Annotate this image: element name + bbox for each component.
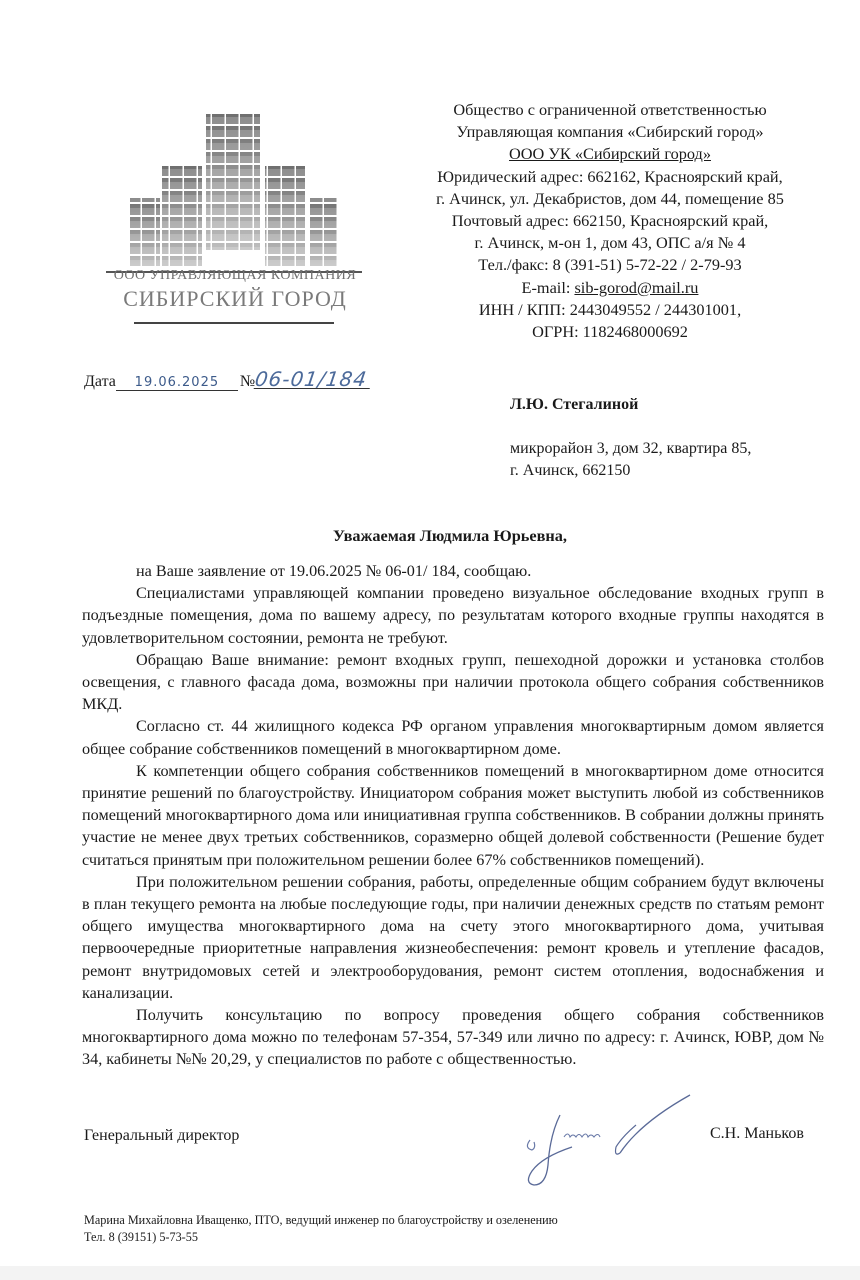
company-logo	[100, 100, 370, 340]
email-link[interactable]: sib-gorod@mail.ru	[574, 277, 699, 297]
signatory-name: С.Н. Маньков	[710, 1125, 804, 1142]
date-label: Дата	[84, 373, 116, 390]
executor-phone: Тел. 8 (39151) 5-73-55	[84, 1230, 198, 1244]
phone-fax: Тел./факс: 8 (391-51) 5-72-22 / 2-79-93	[478, 255, 742, 275]
paragraph: Обращаю Ваше внимание: ремонт входных групп, пешеходной дорожки и установка столбов освещения, с главного фасада дома, возможны при наличии протокола общего собрания собственников МКД.	[82, 650, 824, 714]
date-stamp: 19.06.2025	[116, 375, 238, 391]
email-row	[400, 277, 820, 299]
logo-caption-line2: СИБИРСКИЙ ГОРОД	[123, 286, 347, 311]
legal-address-line1: Юридический адрес: 662162, Красноярский край,	[437, 166, 783, 186]
ogrn: ОГРН: 1182468000692	[532, 322, 688, 342]
paragraph: Получить консультацию по вопросу проведения общего собрания собственников многоквартирного дома можно по телефонам 57-354, 57-349 или лично по адресу: г. Ачинск, ЮВР, дом № 34, кабинеты №№ 20,29, у специалистов по работе с общественностью.	[82, 1006, 824, 1069]
outgoing-number-handwritten: 06-01/184	[254, 370, 373, 389]
paragraph-intro: на Ваше заявление от 19.06.2025 № 06-01/ 184, сообщаю.	[136, 562, 532, 580]
paragraph: Согласно ст. 44 жилищного кодекса РФ органом управления многоквартирным домом является общее собрание собственников помещений в многоквартирном доме.	[82, 717, 824, 758]
executor-info	[84, 1212, 558, 1246]
salutation: Уважаемая Людмила Юрьевна,	[332, 526, 568, 545]
paragraph: При положительном решении собрания, работы, определенные общим собранием будут включены в план текущего ремонта на любые последующие годы, при наличии денежных средств по статьям ремонт общего имущества многоквартирного дома на счету этого многоквартирного дома, учитывая первоочередные приоритетные направления жизнеобеспечения: ремонт кровель и утепление фасадов, ремонт внутридомовых сетей и электрооборудования, ремонт систем отопления, водоснабжения и канализации.	[82, 872, 824, 1002]
recipient-name: Л.Ю. Стегалиной	[510, 396, 639, 413]
handwritten-signature-icon	[520, 1085, 710, 1195]
company-requisites	[400, 99, 820, 343]
recipient-address-line1: микрорайон 3, дом 32, квартира 85,	[510, 440, 752, 457]
recipient-address	[510, 438, 751, 482]
company-legal-form: Общество с ограниченной ответственностью	[453, 100, 767, 119]
page-bottom-margin	[0, 1266, 860, 1280]
paragraph: К компетенции общего собрания собственников помещений в многоквартирном доме относится принятие решений по благоустройству. Инициатором собрания может выступить любой из собственников помещений многоквартирного дома или инициативная группа собственников. В собрании должны принять участие не менее двух третьих собственников, соразмерно общей долевой собственности (Решение будет считаться принятым при положительном решении более 67% собственников помещений).	[82, 761, 824, 869]
email-label: E-mail:	[521, 277, 575, 297]
postal-address-line1: Почтовый адрес: 662150, Красноярский край,	[451, 211, 769, 231]
letter-body	[82, 560, 824, 1071]
legal-address-line2: г. Ачинск, ул. Декабристов, дом 44, помещение 85	[436, 188, 784, 208]
postal-address-line2: г. Ачинск, м-он 1, дом 43, ОПС а/я № 4	[474, 233, 746, 253]
company-full-name: Управляющая компания «Сибирский город»	[456, 122, 764, 142]
signatory-title: Генеральный директор	[84, 1127, 240, 1144]
paragraph: Специалистами управляющей компании проведено визуальное обследование входных групп в подъездные помещения, дома по вашему адресу, по результатам которого входные группы находятся в удовлетворительном состоянии, ремонта не требуют.	[82, 584, 824, 647]
executor-name: Марина Михайловна Иващенко, ПТО, ведущий инженер по благоустройству и озеленению	[84, 1213, 558, 1227]
company-short-name: ООО УК «Сибирский город»	[509, 144, 711, 164]
number-label: №	[239, 373, 256, 390]
logo-caption-line1: ООО УПРАВЛЯЮЩАЯ КОМПАНИЯ	[113, 268, 357, 283]
inn-kpp: ИНН / КПП: 2443049552 / 244301001,	[478, 299, 742, 319]
date-number-row	[84, 367, 371, 391]
recipient-address-line2: г. Ачинск, 662150	[510, 462, 631, 479]
